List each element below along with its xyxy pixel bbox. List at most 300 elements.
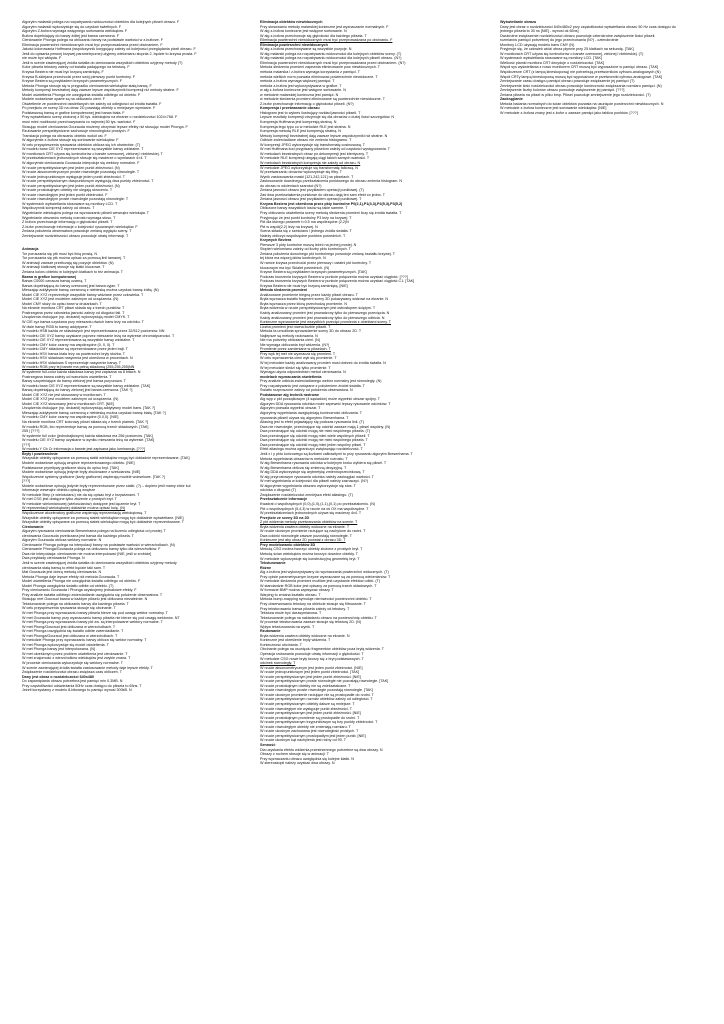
text-line: Zmiana jasności obrazu jest przykładem operacji punktowej. (T) <box>260 188 364 193</box>
text-line: Przy cieniowaniu Gourauda i Phonga uzyskujemy jednakowe efekty. F <box>22 588 137 593</box>
text-line: Każdy analizowany promień jest prowadzony tylko do pierwszego odbicia. N <box>260 315 385 320</box>
text-line: W modelu HSV składowa S reprezentuje nasycenie barwy. T <box>22 360 122 365</box>
text-line: W met znajomość z wierzchołków wielokątów jest zwykle znana. T <box>22 656 131 661</box>
text-line: Barwa dopełniającą do barwy czerwonej jest barwa cyjan. T <box>22 283 120 288</box>
text-line: Teksturowanie polega na obliczaniu barwy dla każdego piksela. T <box>22 601 129 606</box>
text-line: Tekstura może być dwuwymiarowa. T <box>260 611 322 616</box>
text-line: W met Phonga przy wyznaczaniu barwy piksela bierze się pod uwagę wektor normalny. T <box>22 611 168 615</box>
text-line: Model CIE XYZ jest modelem zależnym od urządzenia. (N) <box>22 297 119 302</box>
text-line: Zastosowanie dowolnego przekształcenia punktowego do obrazu zmienia histogram. N <box>260 179 403 184</box>
text-line: Podczas tworzenia krzywych Beziera w punkcie połączenia można uzyskać ciągłość. [???] <box>260 274 408 279</box>
text-line: w metodzie malarskiej konieczna jest pamięć. N <box>260 92 339 97</box>
text-line: Tor poruszania się ptk musi być linią prostą. N <box>22 251 98 256</box>
text-line: W algorytmie wypełniania obszaru wykorzystuje się stos. T <box>260 483 356 488</box>
text-line: Przy opisie parametrycznym krzywe wyznaczane są za pomocą wielomianów. T <box>260 574 391 579</box>
text-line: Jeśli x i y pktu końcowego są liczbami całkowitymi to przy rysowaniu algorytm Bresenhama. T <box>260 451 413 456</box>
text-line: Barwa C0000 oznacza barwę czarną. T <box>22 279 87 284</box>
text-line: Metoda śledzenia promieni zapewnia eliminowanie pow niewidocznych. T <box>260 65 381 70</box>
text-line: Wszystkie obiekty opisywane za pomocą siatek wielokątów mogą być dokładnie reprezentowane. T <box>22 520 185 525</box>
text-line: W standardzie RGB kolor jest opisany za pomocą trzech składowych. T <box>260 583 377 588</box>
text-line: Jeśli do opisania pewnej krzywej parametrycznej użyjemy wielomianu stopnia 2, będzie to krzywa prosta. F <box>22 51 197 56</box>
text-line: W met Phonga wykorzystuje się model oświetlenia. T <box>22 642 109 647</box>
section-heading: Kompresja i przetwarzanie obrazu <box>260 106 320 111</box>
text-line: Cieniowanie Phonga/Gourauda polega na obliczaniu barwy tylko dla wierzchołków. F <box>22 547 161 552</box>
text-line: Liczba promieni jest równa liczbie pikseli. T <box>260 324 331 329</box>
text-line: Wpływ teksturowania na wynik. T <box>260 624 315 629</box>
text-line: Dwa przecinające się odcinki mogą mieć jeden wspólny piksel. T <box>260 442 366 447</box>
text-line: Krzywa B-sklejana przechodzi przez swój pierwszy punkt kontrolny. F <box>22 74 136 79</box>
text-line: Algorytm Gourauda oblicza wektory normalne. N <box>22 538 102 543</box>
text-line: Wymaga użycia odpowiednich metod cieniowania. N <box>260 370 346 375</box>
section-heading: Senność <box>260 742 276 747</box>
text-line: Odbicie zwierciadlane obrazu nie zmienia histogramu. T <box>260 138 352 143</box>
section-heading: Cieniowanie <box>22 524 44 529</box>
text-line: Algorytm rysowania cieniowania Bresenhama polega na liczeniu odległości od prostej. T <box>22 529 166 534</box>
text-line: W metodzie z-bufora konieczne jest sortowanie wielokątów. [NIE] <box>500 106 607 111</box>
section-heading: Eliminacja powierzchni niewidocznych <box>260 42 328 47</box>
text-line: W modelu CMY kolor czarny ma współrzędne (0, 0, 0). T <box>22 342 115 347</box>
text-line: Bufora dopełniający do barwy żółtej jest barwa czerwona. F <box>22 33 119 38</box>
text-line: W alg z-bufora przechowywane są wszystkie pozycje. N <box>260 47 352 52</box>
text-line: Eliminacja powierzchni niewidocznych musi być przeprowadzana przed obcinaniem. (N?) <box>260 60 406 65</box>
text-line: Zmniejszenie liczby kolorów obrazu powoduje zwiększenie jej pamięci. [???] <box>500 88 625 93</box>
text-line: Do zapamiętania obrazu potrzebna jest pamięć min 0.3MB. N <box>22 679 123 684</box>
text-line: W alg malarski polega na rozpatrywaniu widoczności dla kolejnych pikseli obrazu. (N?) <box>260 56 402 61</box>
text-line: w alg z-bufora konieczne jest wstępne sortowanie. N <box>260 88 346 93</box>
text-line: Dany jest obraz o rozdzielczości 640x480x2 przy częstotliwości wyświetlania obrazu 50 Hz czas dostępu do <box>500 24 676 29</box>
text-line: W tej metodzie każdy analizowany promień musi dotrzeć do źródła światła. N <box>260 361 386 366</box>
text-line: W metodach bezstratnych obraz po dekompresji jest identyczny. T <box>260 151 369 156</box>
text-line: Jeżeli korzystamy z modelu 8-bitowego to pamięć wynosi 300kB. N <box>22 688 132 693</box>
text-line: Operacja rzutowania powoduje utratę informacji o głębokości. T <box>260 652 364 657</box>
text-line: W rzucie prostokątnym obiekty nie są zniekształcane. T <box>260 683 351 688</box>
text-line: Mieszając addytywnie barwę czerwoną z niebieską można uzyskać barwę białą. [TAK ?] <box>22 410 166 415</box>
text-line: W metodzie RLE kompresji ulegają ciągi takich samych wartości. T <box>260 156 370 161</box>
text-line: Lepsze rezultaty kompresji otrzymuje się dla obrazów o dużej ilości szczegółów. N <box>260 115 395 120</box>
text-line: cieniowania stałą barwą to efekt będzie taki sam. T <box>22 565 106 570</box>
text-line: W modelu RGB przy tej barwie ma pełną składową (255,255,255)NN <box>22 365 135 370</box>
text-line: Dwa nie równoległe, przecinające się odcinki zawsze mają 1 piksel wspólny. (N) <box>260 424 391 429</box>
text-line: Model CIE XYZ jest modelem zależnym od urządzenia. (N) <box>22 397 119 402</box>
text-line: W reprezentacji wielokątowej dokładnie można opisać kulę. (N) <box>22 506 126 511</box>
text-line: W przekształceniach jednorodnych stosuje się macierze o wymiarach 4×4. T <box>22 156 147 161</box>
text-line: W rzucie jednopunktowym występuje jeden punkt zbieżności. T <box>22 174 126 179</box>
text-line: Konieczne jest aby obraz 2D powstał z obrazu 3D. T <box>260 538 346 543</box>
text-line: W modelu RGB, kto reprezentuje barwę za pomocą trzech składowych. [TAK] <box>22 424 149 429</box>
text-line: W met Phonga barwy jest interpolowana. (N) <box>22 647 96 652</box>
text-line: Konieczne wyznaczenie jest wszystkich przecięć promienia z obiektami sceny. T <box>260 320 392 325</box>
text-line: metoda malarska i z-bufora wymaga korzystania z pamięci. T <box>260 70 360 75</box>
text-line: W metodzie wielomianowej (wielościanów) dostępne jest łączenie brył. T <box>22 501 141 506</box>
text-line: W tej metodzie śledzi się tylko promienie. T <box>260 365 331 370</box>
text-line: Wspólczesne systemy graficzne (karty graficzne) wspierają modele wokselowe. [TAK ?] <box>22 474 165 479</box>
text-line: W kompresji JPEG wykorzystuje się transformatę cosinusową. T <box>260 142 366 147</box>
section-heading: Bryły i powierzchnie <box>22 451 58 456</box>
text-line: W rzucie ukośnym promienie rzutujące są nachylone do rzutni. T <box>260 529 366 534</box>
text-line: W met wypełniania w kolejności dla pikseli należy zaznaczyć. (N?) <box>260 479 369 484</box>
text-line: W rzucie perspektywicznym trzypunktowym są trzy punkty zbieżności. T <box>260 720 378 725</box>
text-line: [???] <box>22 442 31 447</box>
text-line: W modelu Y Cb Cr informacja o barwie jest zapisana jako luminancja. [???] <box>22 447 145 452</box>
text-line: Model CIE XYZ stosowany jest w monitorach CRT. [NIE] <box>22 401 114 406</box>
text-line: Alg wyp z pkt początkowym (4 sąsiadów) może wypełnić obszar spójny. T <box>260 397 380 402</box>
text-line: Z-bufor przechowuje informacje o kolejności rysowanych wielokątów. F <box>22 224 138 229</box>
text-line: Z-bufor przechowuje informację o głębokości pikseli. (N?) <box>260 101 354 106</box>
text-line: Przy teksturowaniu barwa piksela zależy od tekstury. T <box>260 606 350 611</box>
text-line: Model oświetlenia Phonga nie uwzględnia światła odbitego od obiektu. F <box>22 92 141 97</box>
text-line: cieniowania Gourauda przeliczana jest barwa dla każdego piksela. T <box>22 533 134 538</box>
text-line: do obrazu w odcieniach szarości (N?) <box>260 183 322 188</box>
text-line: Metoda Phonga daje lepsze efekty niż metoda Gourauda. T <box>22 574 120 579</box>
text-line: Krzywa Beziera nie musi być krzywą zamkniętą. [NIE] <box>260 283 348 288</box>
text-line: W procesie teksturowania zawsze stosuje się teksturę 2D. (N) <box>260 620 362 625</box>
text-line: W modelu barw CIE XYZ reprezentowane są wszystkie barwy widzialne. T <box>22 147 144 152</box>
text-line: Algorytm pozwala wypełnić obszar. T <box>260 406 321 411</box>
text-line: W rzucie ukośnym kąt nachylenia jest różny od 90. T <box>260 738 347 743</box>
section-heading: Zaokrąglanie <box>500 97 523 102</box>
text-line: Wspólczesne akceleratory graficzne wspierają reprezentację wielokątową. T <box>22 510 147 515</box>
text-line: Pierwsze 3 pkty kontrolne muszą leżeć na jednej prostej. N <box>260 242 357 247</box>
section-heading: Rzutowanie <box>260 629 281 634</box>
text-line: W dwie barwy RGB to barwy addytywne. T <box>22 324 92 329</box>
text-line: Wszystkie obiekty opisywane za pomocą siatki wielokątów mogą być dokładnie reprezentowane. [TAK] <box>22 456 190 461</box>
text-line: Bryła widzenia zawiera obiekty widoczne na ekranie. N <box>260 633 350 638</box>
text-line: Eliminacja powierzchni niewidocznych musi być przeprowadzana przed obcinaniem. F <box>22 42 163 47</box>
text-line: Kwadrat o współrzędnych (0,0),(1,0),(1,1),(0,1) po przekształceniu. (N) <box>260 501 376 506</box>
text-line: W modelu HSV składowa nasycenia jest określona w procentach. N <box>22 356 133 361</box>
text-line: Metody kompresji bezstratnej dają zawsze lepsze współczynniki niż stratne. N <box>260 133 388 138</box>
text-line: Alg z-bufora jest wykorzystywany do wyznaczania powierzchni widocznych. (T) <box>260 570 389 575</box>
text-line: W metodzie Brep (z wielościanu) nie da się opisać brył z krzywiznami. T <box>22 492 140 497</box>
text-line: Przy stosowaniu metody malarskiej konieczne jest wyznaczanie normalnych. F <box>260 24 389 29</box>
text-line: Jeśli w scenie zawierającej źródła światła do cieniowania wszystkich obiektów użyjemy metody (T) <box>22 60 183 65</box>
text-line: Rzutowanie perspektywiczne zachowuje równoległość prostych. F <box>22 129 130 134</box>
text-line: Metoda badania normalnych do ścian obiektów pozwala na usunięcie powierzchni niewidocznych. N <box>500 101 664 106</box>
text-line: W rzucie perspektywicznym jest jeden punkt zbieżności. (N) <box>22 183 120 188</box>
text-line: Promienie przez zamieniane w pikselach. T <box>260 347 331 352</box>
text-line: Współ sys wyświetlania z nowo monitorem CRT muszą być wyposażone w pamięć obrazu. [TAK] <box>500 65 659 70</box>
section-heading: Barwa w grafice komputerowej <box>22 274 77 279</box>
text-line: Zmiana położenia obserwatora powoduje zmianę wyglądu sceny. T <box>22 229 132 234</box>
text-line: Bryła widzenia w rzucie perspektywicznym jest ostrosłupem ściętym. T <box>260 306 376 311</box>
text-line: kluczowym ma być Sklalet pośrednich. (N) <box>260 265 330 270</box>
text-line: W monitorach CRT używa się luminoforów o barwie czerwonej, zielonej i niebieskiej. (T) <box>500 51 644 56</box>
section-heading: Przy modelowaniu obiektów 3D <box>260 542 316 547</box>
text-line: Wszystkie obiekty opisywane za pomocą siatek wielokątów mogą być dokładnie wyświetlane. [NIE] <box>22 515 184 520</box>
section-heading: Dany jest obraz o rozdzielczości 640x480 <box>22 674 94 679</box>
text-line: W monitorach CRT używa się luminoforów o barwie czerwonej, zielonej i niebieskiej. T <box>22 151 163 156</box>
text-line: W rzucie równoległym proste równoległe pozostają równoległe. [TAK] <box>260 688 373 693</box>
text-line: Algorytm Z-bufora wymaga wstępnego sortowania wielokątów. F <box>22 29 128 34</box>
text-line: Warping to zmiana kształtu obrazu. T <box>260 592 321 597</box>
text-line: Dwa nie interpolacja: cieniowanie nie można interpolować [NIE, jeśli w zrobicie] <box>22 551 152 556</box>
text-line: Eliminacja powierzchni niewidocznych musi być przeprowadzana po obcinaniu. F <box>260 38 393 43</box>
text-line: Model CMY służy do opisu barw w drukarkach. T <box>22 301 102 306</box>
text-line: Przy analizie odbicia zwierciadlanego wektor normalny jest równoległy. (N) <box>260 379 382 384</box>
text-line: W systemie full color (jednobajtowym) każda składowa ma 256 poziomów. [TAK] <box>22 433 153 438</box>
text-line: Model Phonga uwzględnia światło odbite od obiektu. (T) <box>22 583 114 588</box>
text-line: Przy wyk tej met nie wyznacza się promieni. T <box>260 351 336 356</box>
text-line: Najlepsze są metody rzutowania. N <box>260 333 318 338</box>
text-line: Stosując met Gouraud barwa w każdym pikselu jest obliczana niezależnie. N <box>22 597 148 602</box>
text-line: W formacie BMP można zapisywać obrazy. T <box>260 588 334 593</box>
text-line: W alg Bresenhama rysowania odcinka w kolejnym kroku wybiera się piksel. T <box>260 461 387 466</box>
text-line: W rzucie ukośnym promienie rzutujące nie są prostopadłe do rzutni. T <box>260 692 374 697</box>
text-line: Urządzenia drukujące (np. drukarki) wykorzystują model CMYK. T <box>22 315 130 320</box>
text-line: W rzucie prostokątnym obiekty nie ulegają skróceniu. T <box>22 188 113 193</box>
text-line: Translacja polega na obracaniu obiektu wokół osi. F <box>22 133 107 138</box>
text-line: Przy częstotliwości odświeżania 50Hz czas dostępu do piksela to 65ns. T <box>22 683 142 688</box>
text-line: W rzucie perspektywicznym jest jeden punkt zbieżności. [NIE] <box>260 674 361 679</box>
text-line: Nie wymaga obliczania brył widzenia. (N?) <box>260 342 330 347</box>
section-heading: Animacja <box>22 247 39 252</box>
text-line: Z bufora przechowuje informację o głębokości pikseli. T <box>22 220 113 225</box>
text-line: Przy wyświetlaniu sceny złożonej z 50 tys. wielokątów na ekranie o rozdzielczości 1024×768. F <box>22 115 178 120</box>
text-line: Współczynnik kompresji zależy od obrazu. T <box>22 206 95 211</box>
text-line: Zmniejszanie rozdzielczości obrazu powoduje utratę informacji. T <box>22 233 129 238</box>
section-heading: Przekształcenie informacje <box>260 497 308 502</box>
text-line: Zwiększenie rozdzielczości zmniejsza efekt aliasingu. (T) <box>260 492 354 497</box>
text-line: Barwą dopełniającą do barwy zielonej jest barwa czerwona. [TAK ?] <box>22 388 133 393</box>
text-line: W modelu CIE XYZ reprezentowana są wszystkie barwy widzialne. T <box>22 338 135 343</box>
text-line: Modele wokselowe opisują jedynie bryły zbudowane z sześcianów. [NIE] <box>22 470 141 475</box>
text-line: metoda z-bufora wymaga większej pamięci. T <box>260 79 335 84</box>
column-left <box>22 20 227 693</box>
text-line: Krzywe Beziera są przykładem krzywych parametrycznych. [TAK] <box>260 270 367 275</box>
text-line: W rzucie jednopunktowym jest jeden punkt zbieżności. [TAK] <box>260 670 360 675</box>
text-line: Krzywa Beziera nie musi być krzywą zamkniętą. F <box>22 70 104 75</box>
text-line: Bryła wyznacza światło fragment sceny 3D pokazywany widzowi na ekranie. N <box>260 297 389 302</box>
section-heading: modelach wyznaczania oświetlenia <box>260 374 322 379</box>
text-line: Modele wokselowe opisują wnętrze reprezentowanego obiektu. [NIE] <box>22 460 135 465</box>
text-line: Pkt o współrzędnych (5,4,3) w rzucie na oś OX ma współrzędne. T <box>260 506 369 511</box>
text-line: W systemach wyświetlania stosowane są monitory LCD. [TAK] <box>500 56 602 61</box>
text-line: Algorytm malarski wykorzystuje się do uzyskań świetlnych. F <box>22 24 122 29</box>
text-line: Metodą ścian wielokątów można tworzyć dowolne obiekty. T <box>260 551 359 556</box>
section-heading: Wyświetlanie obrazu <box>500 20 537 24</box>
text-line: W modelu CIE XYZ barwy uzyskane poprzez mieszanie leżą na wykresie chromatyczności. T <box>22 333 175 338</box>
text-line: W met CSG jest dostępne tylko złożenie z prostych brył. T <box>22 497 117 502</box>
text-line: Każdy analizowany promień jest prowadzony tylko do pierwszego przecięcia. N <box>260 311 390 315</box>
text-line: Krzywe Beziera są przykładem krzywych parametrycznych. F <box>22 79 123 84</box>
text-line: Algorytm malarski polega na rozpatrywaniu widoczności obiektów dla kolejnych pikseli obrazu. F <box>22 20 180 24</box>
text-line: metoda z-bufora jest wykorzystywana w grafice. T <box>260 83 342 88</box>
text-line: W algorytmie cieniowania Gourauda interpoluje się wektory normalne. F <box>22 160 140 165</box>
text-line: Kompresja Huffmana jest kompresją stratną. N <box>260 120 337 125</box>
text-line: Bryła wyznacza przez którą przechodzą promienie. N <box>260 301 347 306</box>
text-line: [???] <box>22 479 31 484</box>
text-line: W met Phonga przy wyznaczaniu barwy pkt zw. są interpolowane wektory normalne. T <box>22 620 163 625</box>
text-line: W modelu CMY kolor czarny ma współrzędne (0,0,0). [NIE] <box>22 415 119 420</box>
text-line: W ramce krzywa przechodzi przez pierwszy i ostatni pkt kontrolny. T <box>260 260 372 265</box>
text-line: W alg z-bufora przechowuje się głębokość dla każdego piksela. T <box>260 33 367 38</box>
text-line: rozmiarów pamięci potrzebnej do jego przechowania (N?) - czterokrotnie <box>500 38 619 43</box>
text-line: W metodzie wykorzystuje się konstrukcyjną geometrię brył. T <box>260 556 360 561</box>
text-line: W metodzie CSG nowe bryły tworzy się z brył podstawowych. T <box>260 656 364 661</box>
text-line: rysowania pikseli używa się algorytmu Bresenhama. T <box>260 415 349 420</box>
text-line: W rzucie ukośnym zachowana jest równoległość prostych. T <box>260 729 359 734</box>
text-line: Zmiana położenia dowolnego pkt kontrolnego powoduje zmianę kształtu krzywej. T <box>260 251 396 256</box>
text-line: Model CIE XYZ nie jest stosowany w monitorach. T <box>22 392 106 397</box>
text-line: Metodą CSG można tworzyć obiekty złożone z prostych brył. T <box>260 547 363 552</box>
text-line: Obcinanie polega na usunięciu fragmentów obiektów poza bryłą widzenia. T <box>260 647 384 652</box>
text-line: Metoda bump-mapping symuluje nierówności powierzchni obiektu. T <box>260 597 372 602</box>
text-line: W metodach bezstratnych kompresja nie zależy od obrazu. N <box>260 160 361 165</box>
column-middle <box>260 20 475 766</box>
text-line: Przy analizie światła odbitego zwierciadlanie uwzględnia się położenie obserwatora. T <box>22 592 163 597</box>
text-line: W modelu barw CIE XYZ reprezentowane są wszystkie barwy widzialne. [TAK] <box>22 383 151 388</box>
text-line: W stereoskopii należy uzyskać dwa obrazy. N <box>260 761 335 766</box>
text-line: Metoda Phonga stosuje się w przypadku cieniowania wielokątów stałą barwą. F <box>22 83 152 88</box>
text-line: W metodzie śledzenia promieni możliwe jest uzyskanie efektów odbić. (T) <box>260 579 381 584</box>
text-line: W alg DDA wykorzystuje się arytmetykę zmiennoprzecinkową. T <box>260 470 365 475</box>
text-line: Wielkość plamki monitora CRT decyduje o rozdzielczości. [TAK] <box>500 60 605 65</box>
text-line: Zmiana jasności obrazu jest przykładem operacji punktowej. T <box>260 197 362 202</box>
text-line: W rzucie perspektywicznym obiekty dalsze są mniejsze. T <box>260 702 355 707</box>
text-line: Postrzegana barwa zależy od warunków oświetlenia. T <box>22 374 112 379</box>
text-line: odcinek równoległy. T <box>260 661 296 666</box>
text-line: Postrzegana przez człowieka jasność zależy od długości fali. T <box>22 310 125 315</box>
text-line: W met Phonga/Gouraud jest obliczana w wierzchołkach. T <box>22 633 118 638</box>
text-line: W rzucie aksonometrycznym proste równoległe pozostają równoległe. T <box>22 170 140 175</box>
text-line: W metodzie JPEG wykorzystuje się transformatę falkową. N <box>260 165 358 170</box>
text-line: Przy wyznaczaniu obrazu uwzględnia się kolejne klatki. N <box>260 756 354 761</box>
text-line: W met określonym przez problem oświetlenia jest cieniowanie. T <box>22 651 128 656</box>
text-line: Dwa przecinające się odcinki mogą nie mieć wspólnego piksela. T <box>260 438 368 443</box>
text-line: Mat Gourauda jest dobrą metodą cieniowania. N <box>22 570 102 575</box>
text-line: W modelu HSB każda ze składowych jest reprezentowana przez 32/512 poziomów. NN <box>22 329 165 334</box>
text-line: W metodzie Phonga przy wyznaczaniu barwy oblicza się wektor normalny. T <box>22 638 147 643</box>
text-line: Kompresja metodą RLE jest kompresją stratną. N <box>260 129 341 134</box>
text-line: W alg przyrostowym rysowania odcinka należy zaokrąglać wartości. T <box>260 474 374 479</box>
text-line: Podstawową barwą w grafice komputerowej jest barwa biała. F <box>22 110 125 115</box>
text-line: Modele wokselowe opisują jedynie bryły reprezentowane przez siatki. (?) – dopiero jeśli mamy zbiór kul <box>22 483 191 488</box>
text-line: Modele wokselowe oparte są na obliczaniu cieni. F <box>22 97 106 102</box>
text-line: W rzucie perspektywicznym prostopadłym jest jeden punkt. [NIE] <box>260 733 366 738</box>
section-heading: Przejście ze sceny 3D na 2D <box>260 515 310 520</box>
text-line: W rzucie perspektywicznym dwupunktowym występują dwa punkty zbieżności. T <box>22 179 154 184</box>
text-line: Przy rozpatrywaniu jest związane z położeniem źródeł światła. T <box>260 383 365 388</box>
text-line: Zmiana piksela na piksel w pliku bmp. Piksel powoduje zmniejszenie jego rozdzielczości. (T) <box>500 92 651 97</box>
section-heading: Eliminacja obiektów niewidocznych <box>260 20 323 24</box>
text-line: Bryła widzenia zawiera obiekty widoczne na ekranie. T <box>260 524 350 529</box>
text-line: W przekształceniach jednorodnych używa się macierzy 4x4. T <box>260 511 362 516</box>
text-line: Metody kompresji bezstratnej dają zawsze lepsze współczynniki kompresji niż metody stratne. F <box>22 88 179 93</box>
text-line: W alg Bresenhama oblicza się zmienną decyzyjną. T <box>260 465 347 470</box>
text-line: Wypełnianie obszarów metodą rozrostu wymaga stosu. T <box>22 215 116 220</box>
text-line: Dwa przykłady cieniowania Phonga. N <box>22 556 85 561</box>
text-line: W rzucie perspektywicznym rozmiar obiektów zależy od odległości. T <box>260 697 373 702</box>
text-line: Model oświetlenia Phonga nie uwzględnia światła odbitego od obiektu. F <box>22 579 141 584</box>
text-line: W scenie zawierającej źródła światła zastosowanie metody daje lepsze efekty. T <box>22 665 153 670</box>
text-line: W met Phong/Gouraud jest obliczana w wierzchołkach. T <box>22 624 116 629</box>
text-line: Wypełnianie wielokątów polega na wyznaczaniu pikseli wewnątrz wielokąta. T <box>22 210 149 215</box>
text-line: Przyjmuje się, że człowiek widzi obraz płynnie przy 25 klatkach na sekundę. [TAK] <box>500 47 634 52</box>
section-heading: Podstawowe alg technik rastrowe <box>260 392 320 397</box>
text-line: Obrazy z ruchem stosuje się w animacji. T <box>260 752 329 757</box>
text-line: Zmniejszenie ilość rozdzielczości obrazu powoduje konieczność zwiększania rozmiaru pamięci. (N) <box>500 83 662 88</box>
text-line: Urządzenia drukujące (np. drukarki) wykorzystują addytywny model barw. [TAK ?] <box>22 406 155 411</box>
text-line: Zaś dwa przekształcenia punktowe do obrazu dają ten sam efekt co jedno. T <box>260 192 385 197</box>
text-line: W CIE xyz barwa uzyskana przy mieszaniu dwóch barw leży na odcinku. T <box>22 320 144 324</box>
text-line: Wynik zastosowania maski [121,242,121] na pikselach. T <box>260 174 354 179</box>
text-line: Konieczność obcinania. T <box>260 642 302 647</box>
text-line: Dwa odcinki równoległe zawsze pozostają równoległe. T <box>260 533 352 538</box>
text-line: Przy obserwowaniu tekstury na obiekcie stosuje się filtrowanie. T <box>260 602 366 606</box>
text-line: W rzucie aksonometrycznym jest jeden punkt zbieżności. [NIE] <box>260 665 363 670</box>
section-heading: Różne <box>260 565 272 570</box>
section-heading: Metoda śledzenia promieni <box>260 288 308 293</box>
text-line: Na ekranie monitora CRT piksel składa się z trzech punktów. T <box>22 306 125 311</box>
text-line: W rzucie równoległym obiekty nie zmieniają rozmiaru. T <box>260 724 351 729</box>
text-line: Metoda wypełniania obszarów w metodzie rozrostu. T <box>260 456 348 461</box>
text-line: W met Huffmana kod przypisany pikselom zależy od częstości występowania. T <box>260 147 391 152</box>
text-line: W celu przyspieszenia rysowania stosuje się obcinanie. T <box>22 606 116 611</box>
text-line: Pkt dla którego parametr t=0.5 ma współrzędne (2,2)N <box>260 220 349 225</box>
text-line: Współczesne CRT (z lampą kineskopową) nie potrzebują przetworników cyfrowo-analogowych (N) <box>500 70 661 75</box>
text-line: Dwukrotne zwiększenie rozdzielczości obrazu powoduje czterokrotne zwiększenie ilości pikseli. <box>500 33 656 38</box>
text-line: odcinka o długości (T) <box>260 488 297 493</box>
text-line: Oświetlenie ze powierzchni oświetlanych nie zależy od odległości od źródła światła. F <box>22 101 162 106</box>
text-line: metoda wielkich norm pozwala eliminować powierzchnie niewidoczne. T <box>260 74 378 79</box>
text-line: tej która ma więcej pktów kontrolnych. N <box>260 256 326 261</box>
text-line: Po przejściu ze sceny 3D na obraz 2D powstają obiekty o mniejszym wymiarze. F <box>22 106 156 111</box>
text-line: jednego piksela to 30 ns [NIE] - wynosi ok 65ns] <box>500 29 579 34</box>
text-line: Algorytm DDA rysowania odcinka może zapewnić lepszy rysowanie odcinków. T <box>260 401 391 406</box>
text-line: W procesie cieniowania wykorzystuje się wektory normalne. T <box>22 661 123 666</box>
text-line: W przetwarzaniu obrazów wykorzystuje się filtry. T <box>260 170 343 175</box>
text-line: W celu przyspieszenia rysowania obiektów oblicza się ich obwiednie. (T) <box>22 142 141 147</box>
text-line: Model CIE XYZ reprezentuje wszystkie barwy widziane przez człowieka. T <box>22 292 144 297</box>
text-line: Tor poruszania się ptk można opisać za pomocą linii łamanej. T <box>22 256 126 261</box>
text-line: Dla uzyskania efektu widzenia przestrzennego potrzebne są dwa obrazy. N <box>260 747 383 752</box>
text-line: Jakość kolorowania Hoffmana (współczynnik korygujący zależy od kolejności przeglądania pixeli obrazu. F <box>22 47 196 52</box>
section-heading: Krzywa Beziera jest określona przez pkty kontrolne P0(2,1),P1(3,3),P2(5,3),P3(5,2) <box>260 201 403 206</box>
text-line: Światło rozproszone zależy od położenia obserwatora. N <box>260 388 353 393</box>
text-line: Dwa przecinające się odcinki mogą nie mieć wspólnego piksela. (T) <box>260 429 371 434</box>
text-line: W rzucie równoległym jest jeden punkt zbieżności. F <box>22 192 108 197</box>
text-line: W metodzie z-bufora znany jest z-bufor o zawsze pamięć jako tablica punktów. [???] <box>500 110 638 115</box>
text-line: W modelu HSV barwa biała leży na powierzchni bryły stożka. T <box>22 351 126 356</box>
text-line: Efekt aliasingu można ograniczyć zwiększając rozdzielczość. T <box>260 447 363 452</box>
text-line: Scena składa się z sześcianu i jednego źródła światła. T <box>260 229 352 234</box>
text-line: W rzucie perspektywicznym jest jeden punkt zbieżności. [NIE] <box>260 711 361 716</box>
text-line: Konieczne jest określenie bryły widzenia. T <box>260 638 331 643</box>
text-line: Kolor piksela tekstury zależy od światła padającego na teksturę. F <box>22 65 130 70</box>
text-line: Kompresja tego typu co w metodzie RLE jest stratna. N <box>260 124 351 129</box>
text-line: Podstawowe prymitywy graficzne służą do opisu brył. [TAK] <box>22 465 119 470</box>
text-line: Cieniowanie Phonga polega na interpolacji barwy na podstawie wartości w wierzchołkach. (N) <box>22 542 175 547</box>
text-line: Mieszając addytywnie barwę czerwoną z niebieską można uzyskać barwę żółtą. (N) <box>22 288 159 293</box>
text-line: W modelu CIE XYZ barwy uzyskane w wyniku mieszania leżą na wykresie. [TAK] <box>22 438 155 443</box>
text-line: Podczas tworzenia krzywych Beziera w punkcie połączenia można uzyskać ciągłość C1. [TAK] <box>260 279 415 284</box>
text-line: w metodzie śledzenia promieni eliminowane są powierzchnie niewidoczne. T <box>260 97 385 102</box>
text-line <box>22 238 227 247</box>
text-line: Zmiana koloru obiektu w kolejnych klatkach to też animacja. T <box>22 269 123 274</box>
text-line: W animacji klatkowej stosuje się klatki kluczowe. T <box>22 265 105 270</box>
text-line: W alg z-bufora konieczne jest wstępne sortowanie. N <box>260 29 347 34</box>
text-line: Metoda ta umożliwia sprowadzenie sceny 3D do obrazu 2D. T <box>260 329 362 334</box>
text-line: W met Gourauda barwy przy wyznaczaniu barwy piksela nie bierze się pod uwagę wektorów. NT <box>22 615 180 620</box>
text-line: W modelu CMY składowe są reprezentowane przez jeden bajt. T <box>22 347 128 352</box>
text-line: Obliczone barwy wszystkich losów są takie samme. T <box>260 206 348 211</box>
text-line: W rzucie równoległym nie występuje punkt zbieżności. T <box>260 706 352 711</box>
text-line: W systemie full-color każda składowa barwy jest zapisana na 8 bitach. N <box>22 370 141 375</box>
text-line: Przyjmując że jest punkt kontrolny P3 leży na krzywej. T <box>260 215 352 220</box>
text-line: W met Phonga uwzględnia się światło odbite zwierciadlanie. T <box>22 629 124 634</box>
text-line: W systemach wyświetlania stosowane są monitory LCD. T <box>22 201 118 206</box>
text-line: Aliasing jest to efekt pojawiający się podczas rysowania linii. (T) <box>260 420 365 425</box>
